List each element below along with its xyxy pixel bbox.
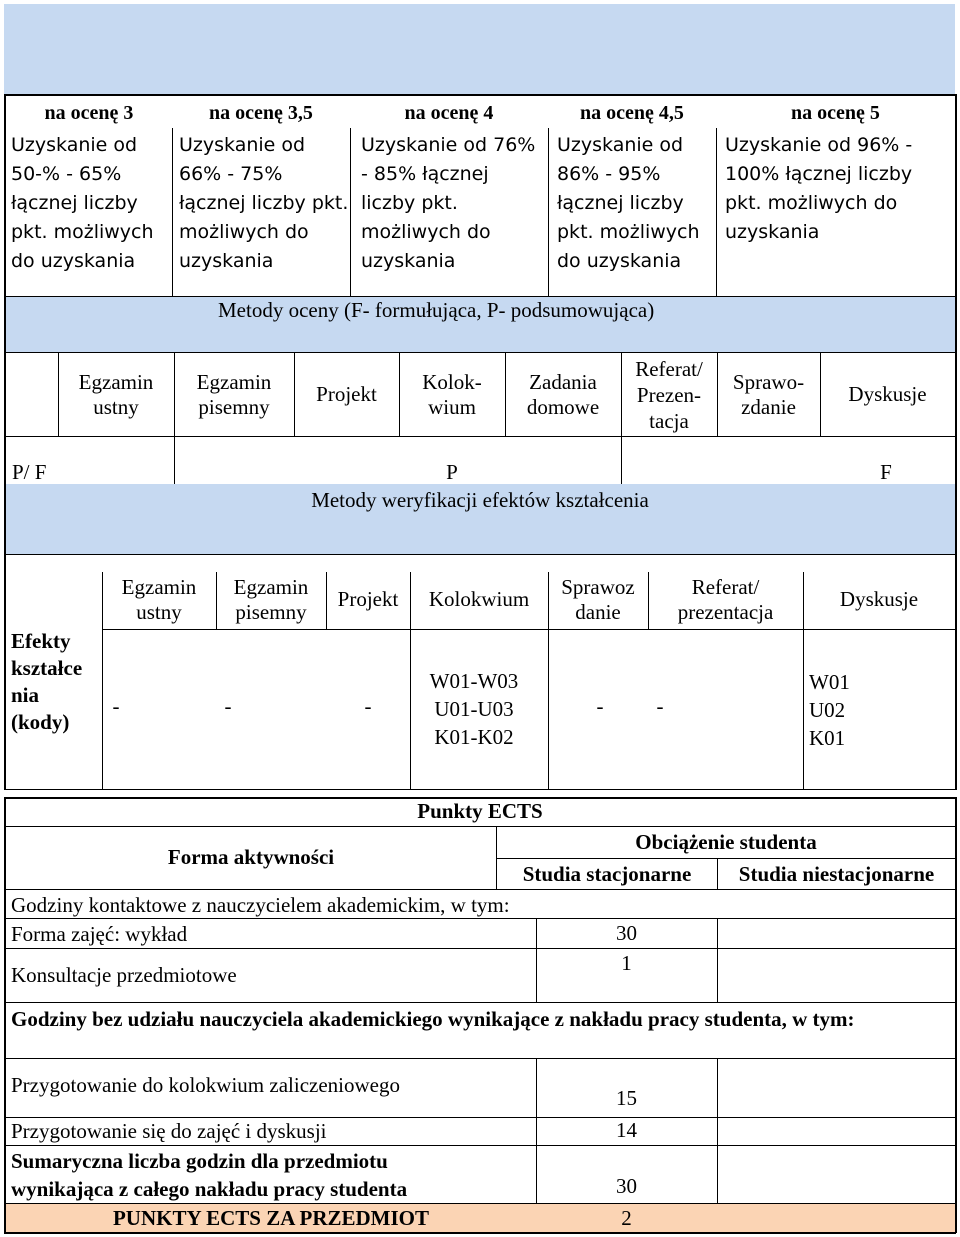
method-value-2: P (446, 460, 458, 485)
verification-value-report: - (596, 694, 604, 719)
verification-presentation: Referat/ prezentacja (677, 574, 774, 624)
method-oral-exam: Egzamin ustny (78, 369, 154, 419)
grade-criterion-3-5: Uzyskanie od 66% - 75% łącznej liczby pkt. możliwych do uzyskania (179, 134, 349, 272)
ects-contact-header: Godziny kontaktowe z nauczycielem akademickim, w tym: (11, 893, 510, 917)
top-header-band (4, 4, 955, 94)
grade-header-4: na ocenę 4 (404, 102, 494, 124)
verification-value-discussion: W01 U02 K01 (809, 670, 850, 750)
ects-total-value: 30 (616, 1174, 637, 1199)
verification-colloquium: Kolokwium (428, 587, 530, 612)
grade-criterion-4-5: Uzyskanie od 86% - 95% łącznej liczby pkt. możliwych do uzyskania (557, 134, 700, 272)
ects-consult-label: Konsultacje przedmiotowe (11, 963, 237, 987)
verification-report: Sprawoz danie (561, 574, 635, 624)
method-value-1: P/ F (12, 460, 47, 485)
ects-independent-header: Godziny bez udziału nauczyciela akademickiego wynikające z nakładu pracy studenta, w tym: (11, 1007, 855, 1031)
method-colloquium: Kolok- wium (422, 369, 482, 419)
method-report: Sprawo- zdanie (732, 369, 805, 419)
verification-value-colloquium: W01-W03 U01-U03 K01-K02 (429, 669, 519, 749)
verification-title: Metody weryfikacji efektów kształcenia (311, 488, 649, 513)
verification-discussion: Dyskusje (839, 587, 919, 612)
ects-col-full-time: Studia stacjonarne (522, 862, 692, 887)
verification-row-label: Efekty kształce nia (kody) (11, 629, 83, 734)
verification-written-exam: Egzamin pisemny (233, 574, 309, 624)
verification-value-project: - (364, 694, 372, 719)
method-value-3: F (880, 460, 892, 485)
ects-title: Punkty ECTS (417, 799, 543, 824)
ects-prep-colloquium-label: Przygotowanie do kolokwium zaliczeniowego (11, 1073, 400, 1097)
ects-consult-value: 1 (621, 951, 632, 976)
method-homework: Zadania domowe (526, 369, 600, 419)
methods-title: Metody oceny (F- formułująca, P- podsumowująca) (218, 298, 655, 323)
grade-criterion-3: Uzyskanie od 50-% - 65% łącznej liczby pkt. możliwych do uzyskania (11, 134, 154, 272)
ects-prep-classes-value: 14 (616, 1118, 637, 1143)
ects-prep-colloquium-value: 15 (616, 1086, 637, 1111)
grade-criterion-5: Uzyskanie od 96% - 100% łącznej liczby pkt. możliwych do uzyskania (725, 134, 913, 243)
ects-total-label: Sumaryczna liczba godzin dla przedmiotu wynikająca z całego nakładu pracy studenta (11, 1149, 408, 1201)
ects-col-activity: Forma aktywności (167, 845, 335, 870)
ects-lecture-value: 30 (616, 921, 637, 946)
ects-col-part-time: Studia niestacjonarne (738, 862, 935, 887)
method-written-exam: Egzamin pisemny (196, 369, 272, 419)
ects-lecture-label: Forma zajęć: wykład (11, 922, 188, 946)
grade-header-5: na ocenę 5 (791, 102, 880, 124)
verification-project: Projekt (337, 587, 399, 612)
method-discussion: Dyskusje (848, 382, 927, 407)
grade-header-4-5: na ocenę 4,5 (580, 102, 684, 124)
ects-prep-classes-label: Przygotowanie się do zajęć i dyskusji (11, 1119, 327, 1143)
grade-header-3: na ocenę 3 (44, 102, 134, 124)
ects-points-value: 2 (621, 1206, 632, 1231)
verification-value-oral-exam: - (112, 694, 120, 719)
grade-header-3-5: na ocenę 3,5 (209, 102, 313, 124)
ects-points-label: PUNKTY ECTS ZA PRZEDMIOT (112, 1206, 429, 1231)
verification-value-written-exam: - (224, 694, 232, 719)
verification-value-presentation: - (656, 694, 664, 719)
verification-oral-exam: Egzamin ustny (121, 574, 197, 624)
method-project: Projekt (316, 382, 377, 407)
grade-criterion-4: Uzyskanie od 76% - 85% łącznej liczby pkt. możliwych do uzyskania (361, 134, 536, 272)
ects-col-load: Obciążenie studenta (635, 830, 817, 855)
method-presentation: Referat/ Prezen- tacja (635, 357, 703, 433)
